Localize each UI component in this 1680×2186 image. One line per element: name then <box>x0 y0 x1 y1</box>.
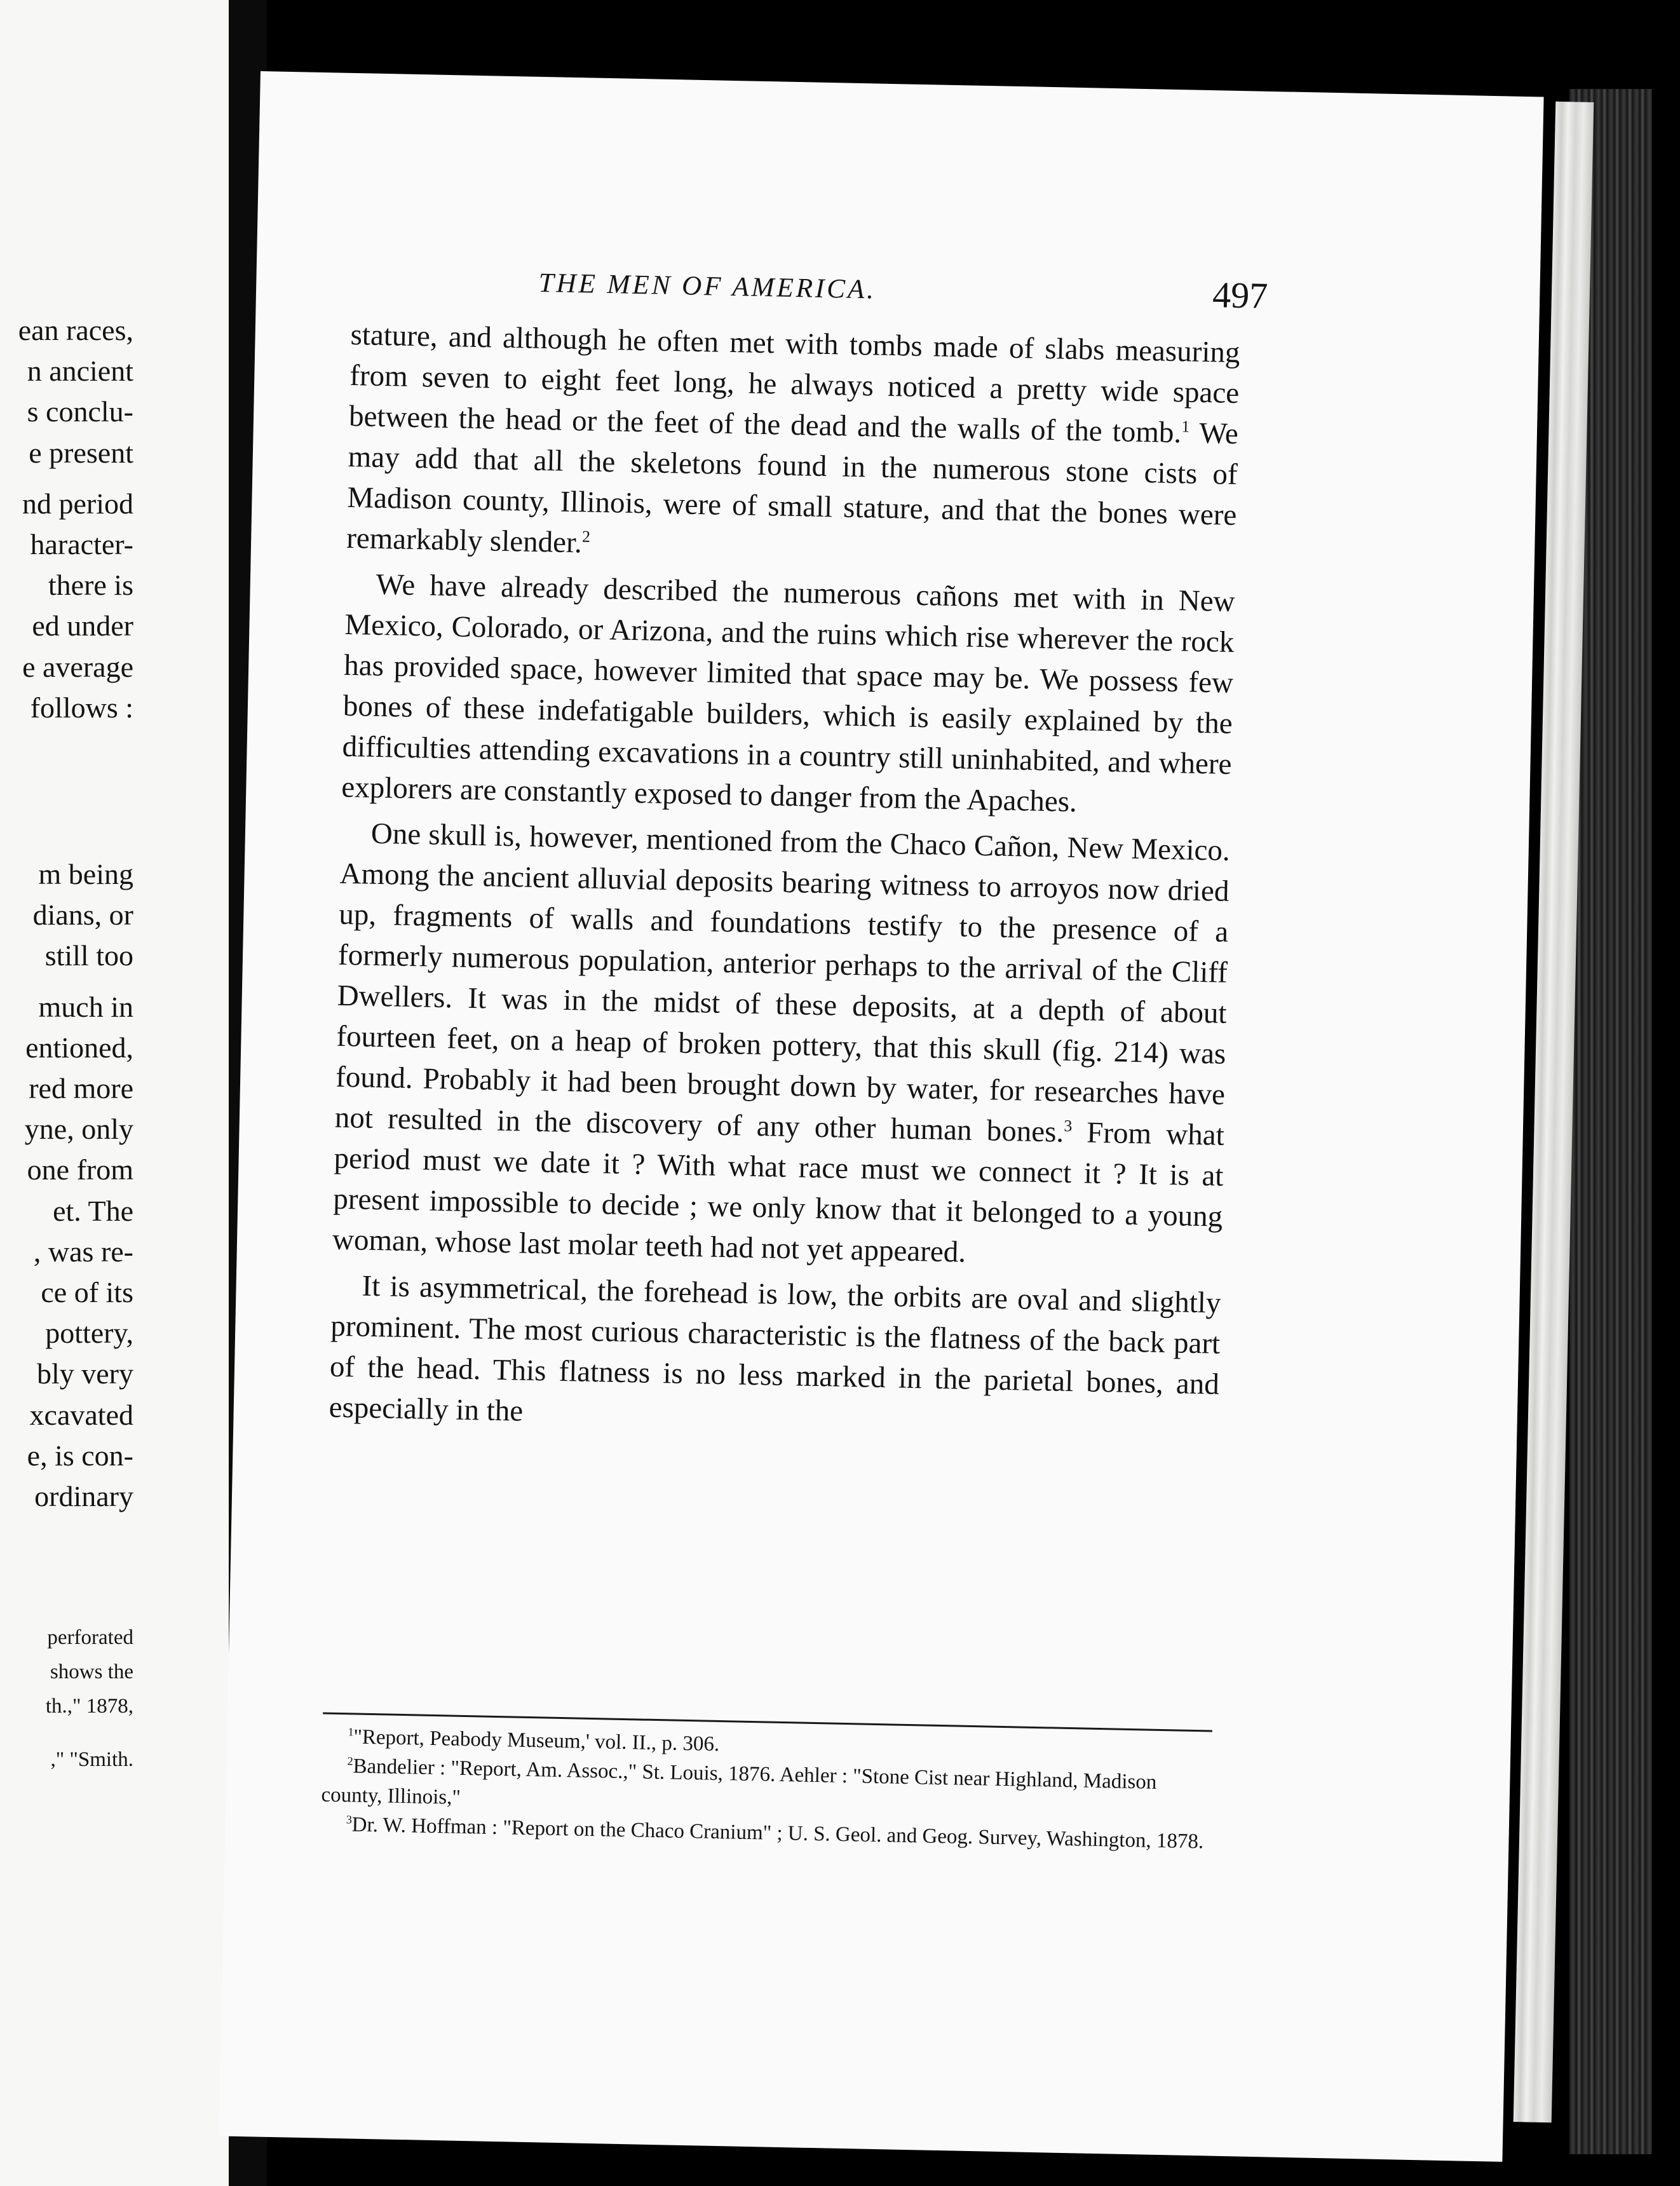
paragraph-2: We have already described the numerous cañons met with in New Mexico, Colorado, or Arizona, and the ruins which rise wherever the rock has provided space, however limited that space may be. We possess few bones of these indefatigable builders, which is easily explained by the difficulties attending excavations in a country still uninhabited, and where explorers are constantly exposed to danger from the Apaches. <box>341 567 1236 819</box>
left-line: s conclu- <box>27 395 133 428</box>
left-line: xcavated <box>29 1398 133 1431</box>
left-line: still too <box>44 939 133 972</box>
left-line: e present <box>29 436 133 469</box>
left-line: ean races, <box>18 314 133 346</box>
paragraph-3 <box>332 813 1230 1278</box>
left-line: dians, or <box>32 899 133 932</box>
paragraph-4: It is asymmetrical, the forehead is low, the orbits are oval and slightly prominent. The most curious characteristic is the flatness of the back part of the head. This flatness is no less marked in the parietal bones, and especially in the <box>329 1269 1221 1428</box>
left-line: ce of its <box>41 1276 133 1309</box>
left-line: red more <box>29 1072 133 1105</box>
left-note-line: th.," 1878, <box>45 1695 133 1718</box>
left-line: e, is con- <box>27 1439 133 1472</box>
text-run: stature, and although he often met with tombs made of slabs measuring from seven to eight feet long, he always noticed a pretty wide space between the head or the feet of the dead and the walls of the tomb. <box>348 318 1240 450</box>
previous-page-footnotes <box>46 1620 133 1777</box>
footnotes <box>320 1721 1212 1856</box>
text-run: We may add that all the skeletons found in the numerous stone cists of Madison county, Illinois, were of small stature, and that the bones were remarkably slender. <box>346 416 1239 560</box>
footnote-mark: 2 <box>347 1755 353 1768</box>
left-note-line: shows the <box>50 1660 133 1683</box>
left-note-gap <box>46 1723 133 1742</box>
footnote-ref: 1 <box>1181 417 1190 436</box>
left-line: n ancient <box>27 355 133 388</box>
left-line: follows : <box>30 691 133 724</box>
left-line: entioned, <box>25 1031 133 1064</box>
left-line-gap <box>18 473 133 484</box>
left-line: there is <box>48 569 133 602</box>
left-line: , was re- <box>33 1235 133 1268</box>
left-line: nd period <box>22 487 133 520</box>
page-number: 497 <box>1212 274 1268 316</box>
footnote-text: Dr. W. Hoffman : "Report on the Chaco Cranium" ; U. S. Geol. and Geog. Survey, Washington, 1878. <box>351 1813 1204 1854</box>
previous-page-fragment <box>0 0 229 2186</box>
footnote-text: Bandelier : "Report, Am. Assoc.," St. Louis, 1876. Aehler : "Stone Cist near Highland, Madison county, Illinois," <box>321 1755 1157 1809</box>
left-line: e average <box>22 650 133 683</box>
footnote-mark: 1 <box>348 1725 354 1739</box>
left-line: bly very <box>36 1357 133 1390</box>
left-line: ed under <box>32 609 133 642</box>
left-line: m being <box>38 858 133 891</box>
footnote-text: "Report, Peabody Museum,' vol. II., p. 306. <box>353 1725 720 1756</box>
page-body <box>329 315 1240 1446</box>
left-line: haracter- <box>30 528 133 561</box>
left-line: one from <box>27 1153 133 1186</box>
left-line-gap <box>18 977 133 987</box>
left-note-line: ," "Smith. <box>50 1748 133 1771</box>
paragraph-1 <box>346 315 1240 576</box>
text-run: From what period must we date it ? With what race must we connect it ? It is at present impossible to decide ; we only know that it belonged to a young woman, whose last molar teeth had not yet appeared. <box>332 1115 1225 1269</box>
left-line: pottery, <box>45 1317 133 1350</box>
left-note-line: perforated <box>47 1626 133 1649</box>
footnote-ref: 3 <box>1064 1117 1073 1136</box>
left-line: ordinary <box>34 1480 133 1513</box>
left-line: et. The <box>53 1194 133 1227</box>
previous-page-text <box>18 310 133 1517</box>
left-line: much in <box>38 990 133 1023</box>
left-line: yne, only <box>24 1113 133 1146</box>
running-title: THE MEN OF AMERICA. <box>538 268 877 305</box>
footnote-ref: 2 <box>581 527 591 546</box>
left-line-gap <box>18 728 133 854</box>
text-run: One skull is, however, mentioned from the Chaco Cañon, New Mexico. Among the ancient alluvial deposits bearing witness to arroyos now dried up, fragments of walls and foundations testify to the presence of a formerly numerous population, anterior perhaps to the arrival of the Cliff Dwellers. It was in the midst of these deposits, at a depth of about fourteen feet, on a heap of broken pottery, that this skull (fig. 214) was found. Probably it had been brought down by water, for researches have not resulted in the discovery of any other human bones. <box>334 817 1231 1149</box>
book-page <box>219 71 1544 2162</box>
footnote-mark: 3 <box>346 1813 353 1826</box>
